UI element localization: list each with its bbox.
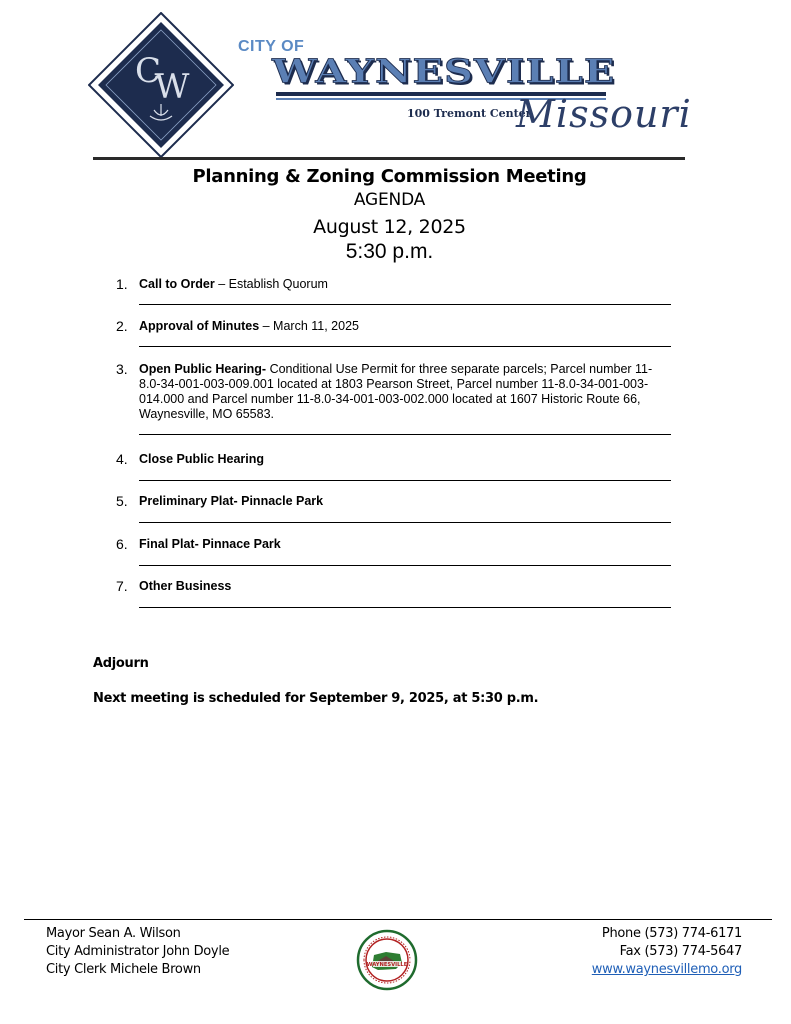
agenda-item-label: Preliminary Plat- Pinnacle Park	[139, 494, 324, 508]
meeting-title: Planning & Zoning Commission Meeting	[192, 166, 587, 187]
seal-city-name: WAYNESVILLE	[366, 962, 408, 968]
agenda-item-number: 2.	[116, 318, 128, 334]
fax-number: Fax (573) 774-5647	[619, 944, 742, 959]
agenda-item-number: 3.	[116, 361, 128, 377]
adjourn-label: Adjourn	[93, 656, 149, 671]
state-name: Missouri	[516, 92, 692, 136]
agenda-item-text: – Establish Quorum	[214, 277, 328, 291]
agenda-divider	[139, 522, 671, 523]
agenda-divider	[139, 480, 671, 481]
agenda-divider	[139, 346, 671, 347]
phone-number: Phone (573) 774-6171	[601, 926, 742, 941]
meeting-date: August 12, 2025	[313, 216, 466, 238]
mayor-name: Mayor Sean A. Wilson	[46, 926, 181, 941]
agenda-divider	[139, 434, 671, 435]
city-logo-icon	[88, 12, 234, 158]
agenda-divider	[139, 607, 671, 608]
website-link[interactable]: www.waynesvillemo.org	[591, 962, 742, 977]
agenda-item-number: 7.	[116, 578, 128, 594]
agenda-heading: AGENDA	[353, 190, 426, 210]
agenda-item-number: 1.	[116, 276, 128, 292]
agenda-item-number: 4.	[116, 451, 128, 467]
city-seal-icon	[356, 929, 418, 991]
next-meeting-note: Next meeting is scheduled for September 9, 2025, at 5:30 p.m.	[93, 691, 539, 706]
agenda-item-label: Open Public Hearing-	[139, 362, 267, 376]
city-address: 100 Tremont Center	[407, 107, 532, 120]
city-name: WAYNESVILLE	[272, 52, 616, 91]
agenda-item-label: Close Public Hearing	[139, 452, 265, 466]
agenda-item-label: Call to Order	[139, 277, 215, 291]
agenda-item-text: – March 11, 2025	[259, 319, 359, 333]
logo-monogram-w: W	[154, 67, 190, 107]
logo-monogram-c: C	[134, 51, 162, 91]
agenda-item-number: 5.	[116, 493, 128, 509]
header-divider	[93, 157, 685, 160]
agenda-item-label: Final Plat- Pinnace Park	[139, 537, 281, 551]
agenda-item-number: 6.	[116, 536, 128, 552]
agenda-divider	[139, 304, 671, 305]
agenda-item-label: Approval of Minutes	[139, 319, 260, 333]
agenda-item-text: Conditional Use Permit for three separate parcels; Parcel number 11-8.0-34-001-003-009.001 located at 1803 Pearson Street, Parcel number 11-8.0-34-001-003-014.000 and Parcel number 11-8.0-34-001-003-002.000 located at 1607 Historic Route 66, Waynesville, MO 65583.	[139, 362, 653, 421]
meeting-time: 5:30 p.m.	[345, 240, 434, 263]
administrator-name: City Administrator John Doyle	[46, 944, 230, 959]
clerk-name: City Clerk Michele Brown	[46, 962, 201, 977]
agenda-divider	[139, 565, 671, 566]
footer-divider	[24, 919, 772, 920]
agenda-item-label: Other Business	[139, 579, 232, 593]
city-of-label: CITY OF	[238, 38, 305, 55]
